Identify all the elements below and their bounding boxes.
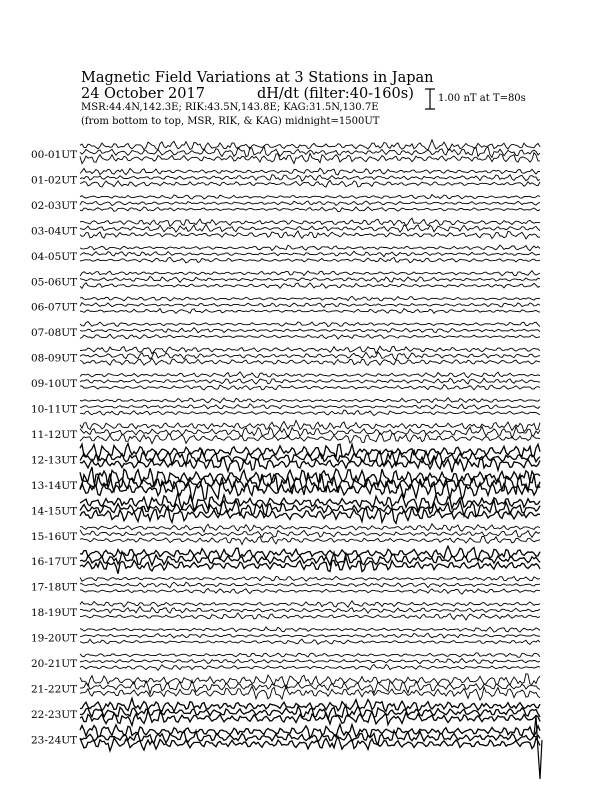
trace-msr: [80, 639, 540, 644]
trace-rik: [80, 427, 540, 439]
trace-kag: [80, 601, 540, 607]
trace-rik: [80, 352, 540, 360]
hour-label: 03-04UT: [31, 225, 78, 238]
trace-kag: [80, 271, 540, 276]
trace-msr: [80, 180, 540, 187]
trace-kag: [80, 627, 540, 632]
station-order-note: (from bottom to top, MSR, RIK, & KAG) midnight=1500UT: [81, 116, 380, 127]
trace-rik: [80, 328, 540, 333]
trace-kag: [80, 444, 540, 461]
trace-msr: [80, 283, 540, 289]
trace-rik: [80, 251, 540, 257]
hour-label: 09-10UT: [31, 378, 78, 391]
filter-label: dH/dt (filter:40-160s): [257, 86, 414, 102]
trace-msr: [80, 433, 540, 444]
trace-kag: [80, 245, 540, 251]
trace-kag: [80, 140, 540, 150]
trace-rik: [80, 633, 540, 638]
trace-kag: [80, 346, 540, 354]
trace-msr: [80, 257, 540, 263]
hour-label: 02-03UT: [31, 199, 78, 212]
trace-kag: [80, 674, 540, 689]
trace-msr: [80, 613, 540, 620]
trace-kag: [80, 398, 540, 403]
hour-labels: [31, 149, 77, 746]
station-coordinates: MSR:44.4N,142.3E; RIK:43.5N,143.8E; KAG:31.5N,130.7E: [81, 102, 379, 113]
trace-kag: [80, 322, 540, 327]
hour-label: 22-23UT: [31, 708, 78, 721]
hour-label: 06-07UT: [31, 301, 78, 314]
hour-label: 08-09UT: [31, 352, 78, 365]
hour-label: 07-08UT: [31, 327, 78, 340]
hour-label: 14-15UT: [31, 505, 78, 518]
trace-rik: [80, 404, 540, 409]
scale-bar-icon: [423, 88, 437, 110]
hour-label: 17-18UT: [31, 581, 78, 594]
trace-rik: [80, 582, 540, 587]
trace-rik: [80, 658, 540, 663]
trace-kag: [80, 524, 540, 532]
trace-kag: [80, 372, 540, 378]
trace-area: [80, 140, 542, 779]
trace-kag: [80, 195, 540, 200]
hour-label: 04-05UT: [31, 250, 78, 263]
trace-msr: [80, 537, 540, 545]
trace-msr: [80, 207, 540, 212]
trace-rik: [80, 276, 540, 282]
hour-label: 23-24UT: [31, 734, 78, 747]
trace-rik: [80, 303, 540, 308]
trace-kag: [80, 218, 540, 226]
trace-kag: [80, 296, 540, 301]
trace-msr: [80, 665, 540, 671]
trace-kag: [80, 168, 540, 175]
trace-msr: [80, 231, 540, 239]
trace-rik: [80, 530, 540, 538]
trace-rik: [80, 175, 540, 182]
hour-label: 12-13UT: [31, 454, 78, 467]
trace-msr: [80, 358, 540, 365]
hour-label: 00-01UT: [31, 149, 78, 161]
hour-label: 15-16UT: [31, 530, 78, 543]
hour-label: 10-11UT: [31, 403, 78, 416]
trace-rik: [80, 201, 540, 206]
trace-msr: [80, 589, 540, 595]
chart-date: 24 October 2017: [81, 86, 205, 102]
hour-label: 05-06UT: [31, 276, 78, 289]
trace-kag: [80, 576, 540, 581]
trace-rik: [80, 552, 540, 566]
hour-label: 18-19UT: [31, 607, 78, 620]
trace-rik: [80, 607, 540, 614]
trace-msr: [80, 334, 540, 339]
hour-label: 13-14UT: [31, 479, 78, 492]
trace-msr: [80, 410, 540, 416]
trace-msr: [80, 153, 540, 164]
trace-kag: [80, 653, 540, 658]
trace-kag: [80, 467, 540, 488]
hour-label: 20-21UT: [31, 658, 78, 670]
hour-label: 11-12UT: [31, 428, 78, 441]
trace-msr: [80, 385, 540, 390]
hour-label: 21-22UT: [31, 683, 78, 696]
trace-msr: [80, 309, 540, 314]
scale-label: 1.00 nT at T=80s: [438, 93, 526, 104]
hour-label: 01-02UT: [31, 174, 78, 187]
trace-rik: [80, 224, 540, 232]
trace-rik: [80, 378, 540, 384]
chart-title: Magnetic Field Variations at 3 Stations in Japan: [81, 70, 434, 86]
hour-label: 16-17UT: [31, 556, 78, 569]
hour-label: 19-20UT: [31, 632, 78, 645]
